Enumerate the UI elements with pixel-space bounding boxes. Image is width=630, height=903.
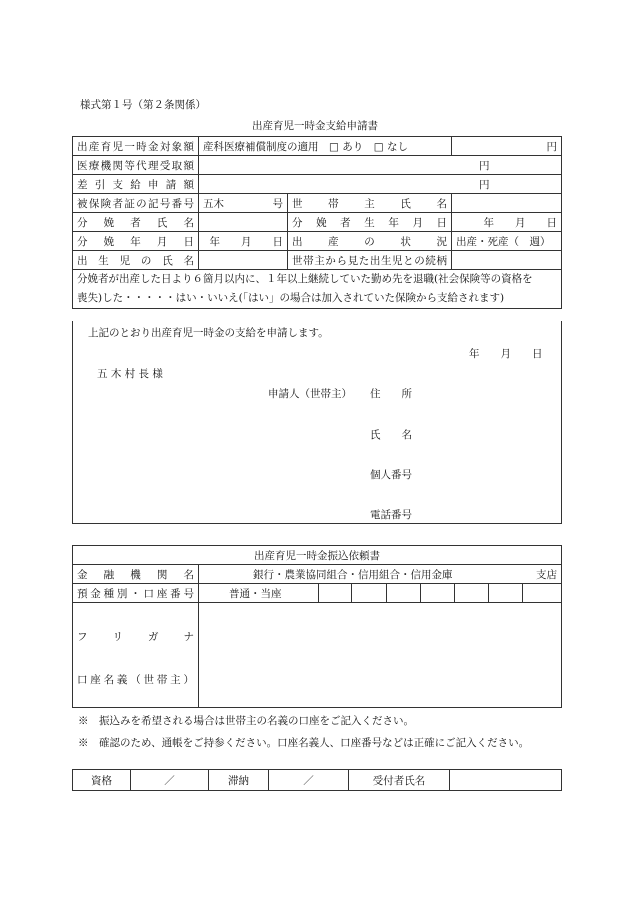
bank-types: 銀行・農業協同組合・信用組合・信用金庫 — [253, 568, 453, 581]
form-title: 出産育児一時金支給申請書 — [252, 120, 378, 132]
table-row — [73, 175, 562, 194]
mother-birthdate-field[interactable]: 年 月 日 — [452, 213, 562, 232]
holder-labels — [73, 603, 199, 708]
table-row — [73, 156, 562, 175]
mother-birthdate-label: 分 娩 者 生 年 月 日 — [288, 213, 452, 232]
account-digit[interactable] — [489, 584, 523, 603]
insured-prefix: 五木 — [203, 197, 224, 210]
table-row — [73, 603, 562, 708]
table-row — [73, 213, 562, 232]
delivery-date-label: 分 娩 年 月 日 — [73, 232, 199, 251]
id-number-label: 個人番号 — [370, 469, 412, 481]
note-1: ※ 振込みを希望される場合は世帯主の名義の口座をご記入ください。 — [78, 715, 414, 727]
retirement-notice[interactable] — [73, 270, 562, 309]
bank-label: 金 融 機 関 名 — [73, 565, 199, 584]
insured-number-label: 被保険者証の記号番号 — [73, 194, 199, 213]
target-amount-yen[interactable]: 円 — [452, 137, 562, 156]
agent-receipt-label: 医療機関等代理受取額 — [73, 156, 199, 175]
name-label: 氏 名 — [370, 429, 412, 441]
transfer-table — [72, 545, 562, 708]
account-holder-field[interactable] — [199, 603, 562, 708]
application-statement: 上記のとおり出産育児一時金の支給を申請します。 — [88, 327, 329, 339]
householder-name-label: 世 帯 主 氏 名 — [288, 194, 452, 213]
table-row — [73, 137, 562, 156]
application-date[interactable]: 年 月 日 — [469, 348, 543, 360]
account-label: 預金種別・口座番号 — [73, 584, 199, 603]
table-row — [73, 770, 562, 791]
applicant-label: 申請人（世帯主） — [268, 388, 352, 400]
insured-suffix: 号 — [272, 197, 283, 210]
birth-status-field[interactable]: 出産・死産（ 週） — [452, 232, 562, 251]
applicant-section — [72, 321, 562, 524]
office-use-table — [72, 769, 562, 791]
account-digit[interactable] — [319, 584, 352, 603]
qualification-field[interactable]: ／ — [131, 770, 209, 791]
obstetric-compensation-note[interactable]: 産科医療補償制度の適用 □ あり □ なし — [199, 137, 452, 156]
mother-name-field[interactable] — [199, 213, 288, 232]
table-row — [73, 546, 562, 565]
branch-label: 支店 — [536, 568, 557, 581]
target-amount-label: 出産育児一時金対象額 — [73, 137, 199, 156]
retirement-notice-line1: 分娩者が出産した日より６箇月以内に、１年以上継続していた勤め先を退職(社会保険等の資格を — [77, 273, 533, 285]
table-row — [73, 584, 562, 603]
account-type[interactable]: 普通・当座 — [199, 584, 319, 603]
account-digit[interactable] — [387, 584, 421, 603]
transfer-title: 出産育児一時金振込依頼書 — [73, 546, 562, 565]
mother-name-label: 分 娩 者 氏 名 — [73, 213, 199, 232]
child-name-field[interactable] — [199, 251, 288, 270]
form-number: 様式第１号（第２条関係） — [80, 99, 206, 111]
agent-receipt-yen[interactable]: 円 — [199, 156, 562, 175]
relation-label: 世帯主から見た出生児との続柄 — [288, 251, 452, 270]
phone-label: 電話番号 — [370, 509, 412, 521]
arrears-label: 滞納 — [209, 770, 269, 791]
account-digit[interactable] — [421, 584, 455, 603]
note-2: ※ 確認のため、通帳をご持参ください。口座名義人、口座番号などは正確にご記入ください。 — [78, 737, 530, 749]
account-digit[interactable] — [523, 584, 562, 603]
child-name-label: 出 生 児 の 氏 名 — [73, 251, 199, 270]
retirement-notice-line2: 喪失)した・・・・・はい・いいえ(「はい」の場合は加入されていた保険から支給されます) — [77, 292, 505, 304]
receiver-field[interactable] — [450, 770, 562, 791]
bank-field[interactable] — [199, 565, 562, 584]
insured-number-field[interactable] — [199, 194, 288, 213]
address-label: 住 所 — [370, 388, 412, 400]
furigana-label: フ リ ガ ナ — [77, 631, 194, 643]
birth-status-label: 出 産 の 状 況 — [288, 232, 452, 251]
qualification-label: 資格 — [73, 770, 131, 791]
table-row — [73, 194, 562, 213]
table-row — [73, 232, 562, 251]
table-row — [73, 270, 562, 309]
table-row — [73, 565, 562, 584]
account-digit[interactable] — [352, 584, 387, 603]
difference-yen[interactable]: 円 — [199, 175, 562, 194]
difference-label: 差 引 支 給 申 請 額 — [73, 175, 199, 194]
delivery-date-field[interactable]: 年 月 日 — [199, 232, 288, 251]
householder-name-field[interactable] — [452, 194, 562, 213]
receiver-label: 受付者氏名 — [349, 770, 450, 791]
relation-field[interactable] — [452, 251, 562, 270]
arrears-field[interactable]: ／ — [269, 770, 349, 791]
account-holder-label: 口座名義（世帯主） — [77, 674, 194, 686]
addressee: 五 木 村 長 様 — [97, 368, 163, 380]
account-digit[interactable] — [455, 584, 489, 603]
application-table — [72, 136, 562, 309]
table-row — [73, 251, 562, 270]
